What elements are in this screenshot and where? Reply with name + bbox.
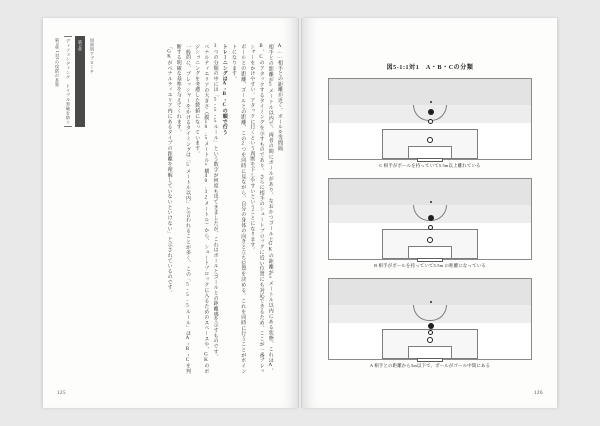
paragraph-3-heading: トレーニングはA・B・Cの順で行う	[221, 44, 227, 135]
page-number-left: 125	[57, 391, 66, 396]
ball-marker	[428, 119, 433, 124]
paragraph-5: ペナルティエリアの大きさ（縦16.5メートル×横40.32メートル）から、シュートブロックに入るためのスペースや、GKのポジショニングを考慮した数値になっています。	[194, 44, 209, 374]
right-page	[302, 18, 557, 408]
paragraph-7: 「GKがペナルティエリア内にあるタイプの距離を理解していないといけない」と示されているのです。	[166, 44, 172, 296]
goal	[417, 158, 443, 162]
figure-title: 図5-1:1対1 A・B・Cの分類	[386, 65, 474, 71]
chapter-tab-0: 第5章 1対1の攻防の本質	[55, 38, 60, 87]
pitch-diagram-c	[328, 78, 532, 160]
ball-marker	[428, 330, 433, 335]
chapter-tab-1: ディフェンディング ドリブル突破を防ぐ	[64, 36, 72, 127]
goal	[417, 258, 443, 262]
figure-panel-c	[328, 78, 532, 169]
defender-marker	[427, 137, 433, 143]
paragraph-1: 相手との距離が5メートル以内で、両者の間にボールがあり、なおかつゴールとGKの距離が5メートル以内にある状態。これはA、B、Cのアタックするタイミングを示すものであり、さらに相手のシュートブロックに近い位置にも対応できるため、ここが一番ブレッシャーをかけやすい。アタックに行くという判断を下しやすいということになります。	[249, 44, 273, 374]
pitch-diagram-b	[328, 178, 532, 260]
figure-caption-b: B 相手がボールを持っていて5.5m の距離になっている	[374, 263, 486, 268]
paragraph-4: 3つの分類の中には「5-5-5ルール」という数字が何度も出てきましたが、これはボールとゴールとの距離感を示すものです。	[212, 44, 218, 360]
paragraph-6: 一般的に、プレッシャーをかけるタイミングは「5メートル以内」と言われることが多く、この「5-5-5ルール」はA・B・Cを判断する明確な基準を与えてくれます。	[175, 44, 190, 374]
page-number-right: 126	[534, 391, 543, 396]
pitch-diagram-a	[328, 278, 532, 360]
figure-caption-c: C 相手がボールを持っていて5.5m以上離れている	[379, 163, 481, 168]
figure-1	[328, 62, 532, 378]
figure-panel-a	[328, 278, 532, 369]
goal	[417, 358, 443, 362]
chapter-tab-2: 第5章	[75, 36, 85, 127]
paragraph-2: ボールとの距離、ゴールとの距離、この2つを同時に見ながら、自分の身体の向きと立ち位置を決める。これを同時に行うことがポイントになります。	[230, 44, 246, 374]
figure-caption-a: A 相手との距離から5m以下で、ボールがゴール中間にある	[369, 363, 491, 368]
left-page	[43, 18, 298, 408]
attacker-marker	[428, 109, 434, 115]
attacker-marker	[428, 215, 434, 221]
paragraph-0: A……相手との距離が近く、ボールを等間隔	[277, 44, 282, 151]
figure-panel-b	[328, 178, 532, 269]
chapter-tab-3: 局面別アプローチ	[90, 38, 95, 74]
body-text-column	[70, 44, 284, 374]
defender-marker	[427, 237, 433, 243]
attacker-marker	[428, 323, 434, 329]
defender-marker	[427, 337, 433, 343]
ball-marker	[428, 225, 433, 230]
